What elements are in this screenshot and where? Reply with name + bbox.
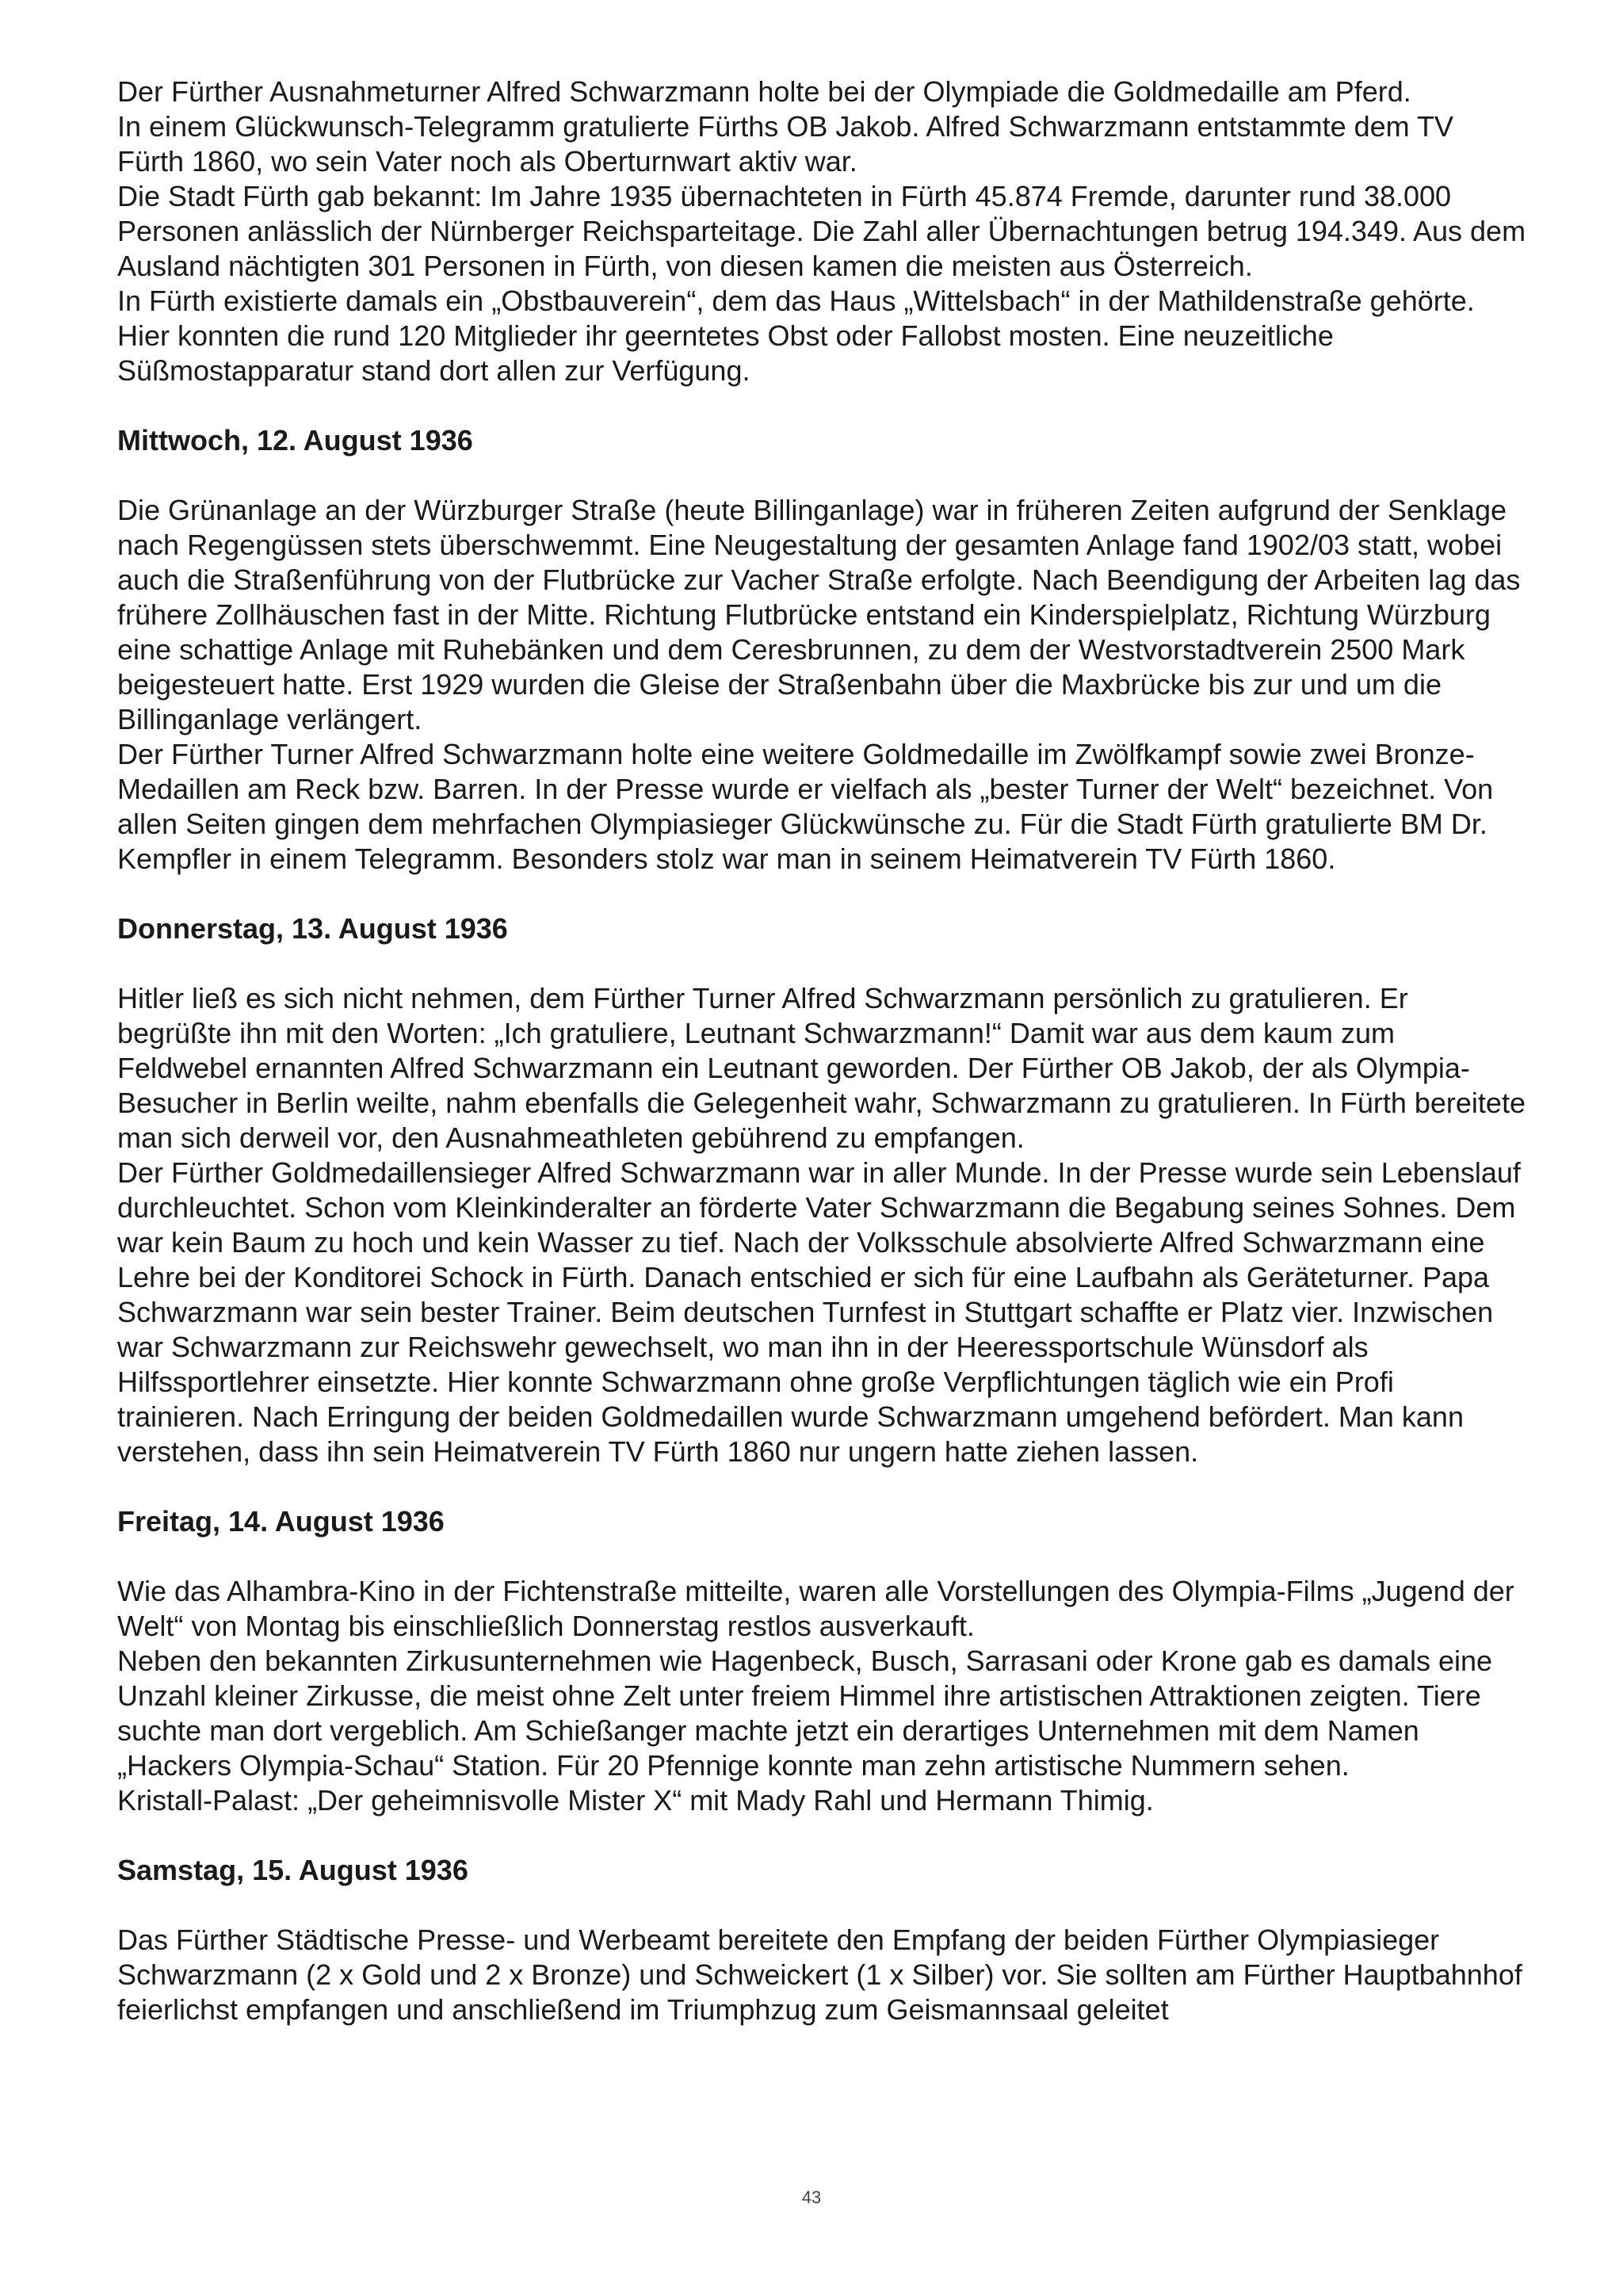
section-heading: Freitag, 14. August 1936 xyxy=(117,1505,445,1538)
section-paragraph: Kristall-Palast: „Der geheimnisvolle Mister X“ mit Mady Rahl und Hermann Thimig. xyxy=(117,1784,1154,1817)
section-friday xyxy=(117,1504,1528,1818)
section-heading: Donnerstag, 13. August 1936 xyxy=(117,912,508,945)
document-page xyxy=(117,74,1528,2027)
section-heading: Mittwoch, 12. August 1936 xyxy=(117,424,473,457)
section-paragraph: Neben den bekannten Zirkusunternehmen wie Hagenbeck, Busch, Sarrasani oder Krone gab es damals eine Unzahl kleiner Zirkusse, die meist ohne Zelt unter freiem Himmel ihre artistischen Attraktionen zeigten. Tiere suchte man dort vergeblich. Am Schießanger machte jetzt ein derartiges Unternehmen mit dem Namen „Hackers Olympia-Schau“ Station. Für 20 Pfennige konnte man zehn artistische Nummern sehen. xyxy=(117,1645,1493,1782)
page-number: 43 xyxy=(801,2187,822,2207)
section-heading: Samstag, 15. August 1936 xyxy=(117,1854,468,1886)
intro-paragraph: In Fürth existierte damals ein „Obstbauverein“, dem das Haus „Wittelsbach“ in der Mathildenstraße gehörte. Hier konnten die rund 120 Mitglieder ihr geerntetes Obst oder Fallobst mosten. Eine neuzeitliche Süßmostapparatur stand dort allen zur Verfügung. xyxy=(117,285,1475,387)
section-paragraph: Der Fürther Turner Alfred Schwarzmann holte eine weitere Goldmedaille im Zwölfkampf sowie zwei Bronze-Medaillen am Reck bzw. Barren. In der Presse wurde er vielfach als „bester Turner der Welt“ bezeichnet. Von allen Seiten gingen dem mehrfachen Olympiasieger Glückwünsche zu. Für die Stadt Fürth gratulierte BM Dr. Kempfler in einem Telegramm. Besonders stolz war man in seinem Heimatverein TV Fürth 1860. xyxy=(117,738,1494,875)
section-paragraph: Die Grünanlage an der Würzburger Straße (heute Billinganlage) war in früheren Zeiten aufgrund der Senklage nach Regengüssen stets überschwemmt. Eine Neugestaltung der gesamten Anlage fand 1902/03 statt, wobei auch die Straßenführung von der Flutbrücke zur Vacher Straße erfolgte. Nach Beendigung der Arbeiten lag das frühere Zollhäuschen fast in der Mitte. Richtung Flutbrücke entstand ein Kinderspielplatz, Richtung Würzburg eine schattige Anlage mit Ruhebänken und dem Ceresbrunnen, zu dem der Westvorstadtverein 2500 Mark beigesteuert hatte. Erst 1929 wurden die Gleise der Straßenbahn über die Maxbrücke bis zur und um die Billinganlage verlängert. xyxy=(117,494,1521,735)
section-saturday xyxy=(117,1853,1528,2027)
intro-paragraph: Die Stadt Fürth gab bekannt: Im Jahre 1935 übernachteten in Fürth 45.874 Fremde, darunter rund 38.000 Personen anlässlich der Nürnberger Reichsparteitage. Die Zahl aller Übernachtungen betrug 194.349. Aus dem Ausland nächtigten 301 Personen in Fürth, von diesen kamen die meisten aus Österreich. xyxy=(117,180,1526,282)
section-paragraph: Hitler ließ es sich nicht nehmen, dem Fürther Turner Alfred Schwarzmann persönlich zu gratulieren. Er begrüßte ihn mit den Worten: „Ich gratuliere, Leutnant Schwarzmann!“ Damit war aus dem kaum zum Feldwebel ernannten Alfred Schwarzmann ein Leutnant geworden. Der Fürther OB Jakob, der als Olympia-Besucher in Berlin weilte, nahm ebenfalls die Gelegenheit wahr, Schwarzmann zu gratulieren. In Fürth bereitete man sich derweil vor, den Ausnahmeathleten gebührend zu empfangen. xyxy=(117,982,1526,1154)
section-paragraph: Das Fürther Städtische Presse- und Werbeamt bereitete den Empfang der beiden Fürther Olympiasieger Schwarzmann (2 x Gold und 2 x Bronze) und Schweickert (1 x Silber) vor. Sie sollten am Fürther Hauptbahnhof feierlichst empfangen und anschließend im Triumphzug zum Geismannsaal geleitet xyxy=(117,1924,1522,2026)
section-wednesday xyxy=(117,423,1528,877)
intro-paragraph: In einem Glückwunsch-Telegramm gratulierte Fürths OB Jakob. Alfred Schwarzmann entstammte dem TV Fürth 1860, wo sein Vater noch als Oberturnwart aktiv war. xyxy=(117,110,1454,178)
intro-block xyxy=(117,74,1528,388)
section-paragraph: Der Fürther Goldmedaillensieger Alfred Schwarzmann war in aller Munde. In der Presse wurde sein Lebenslauf durchleuchtet. Schon vom Kleinkinderalter an förderte Vater Schwarzmann die Begabung seines Sohnes. Dem war kein Baum zu hoch und kein Wasser zu tief. Nach der Volksschule absolvierte Alfred Schwarzmann eine Lehre bei der Konditorei Schock in Fürth. Danach entschied er sich für eine Laufbahn als Geräteturner. Papa Schwarzmann war sein bester Trainer. Beim deutschen Turnfest in Stuttgart schaffte er Platz vier. Inzwischen war Schwarzmann zur Reichswehr gewechselt, wo man ihn in der Heeressportschule Wünsdorf als Hilfssportlehrer einsetzte. Hier konnte Schwarzmann ohne große Verpflichtungen täglich wie ein Profi trainieren. Nach Erringung der beiden Goldmedaillen wurde Schwarzmann umgehend befördert. Man kann verstehen, dass ihn sein Heimatverein TV Fürth 1860 nur ungern hatte ziehen lassen. xyxy=(117,1156,1521,1468)
section-thursday xyxy=(117,911,1528,1469)
section-paragraph: Wie das Alhambra-Kino in der Fichtenstraße mitteilte, waren alle Vorstellungen des Olympia-Films „Jugend der Welt“ von Montag bis einschließlich Donnerstag restlos ausverkauft. xyxy=(117,1575,1514,1642)
intro-paragraph: Der Fürther Ausnahmeturner Alfred Schwarzmann holte bei der Olympiade die Goldmedaille am Pferd. xyxy=(117,75,1411,108)
